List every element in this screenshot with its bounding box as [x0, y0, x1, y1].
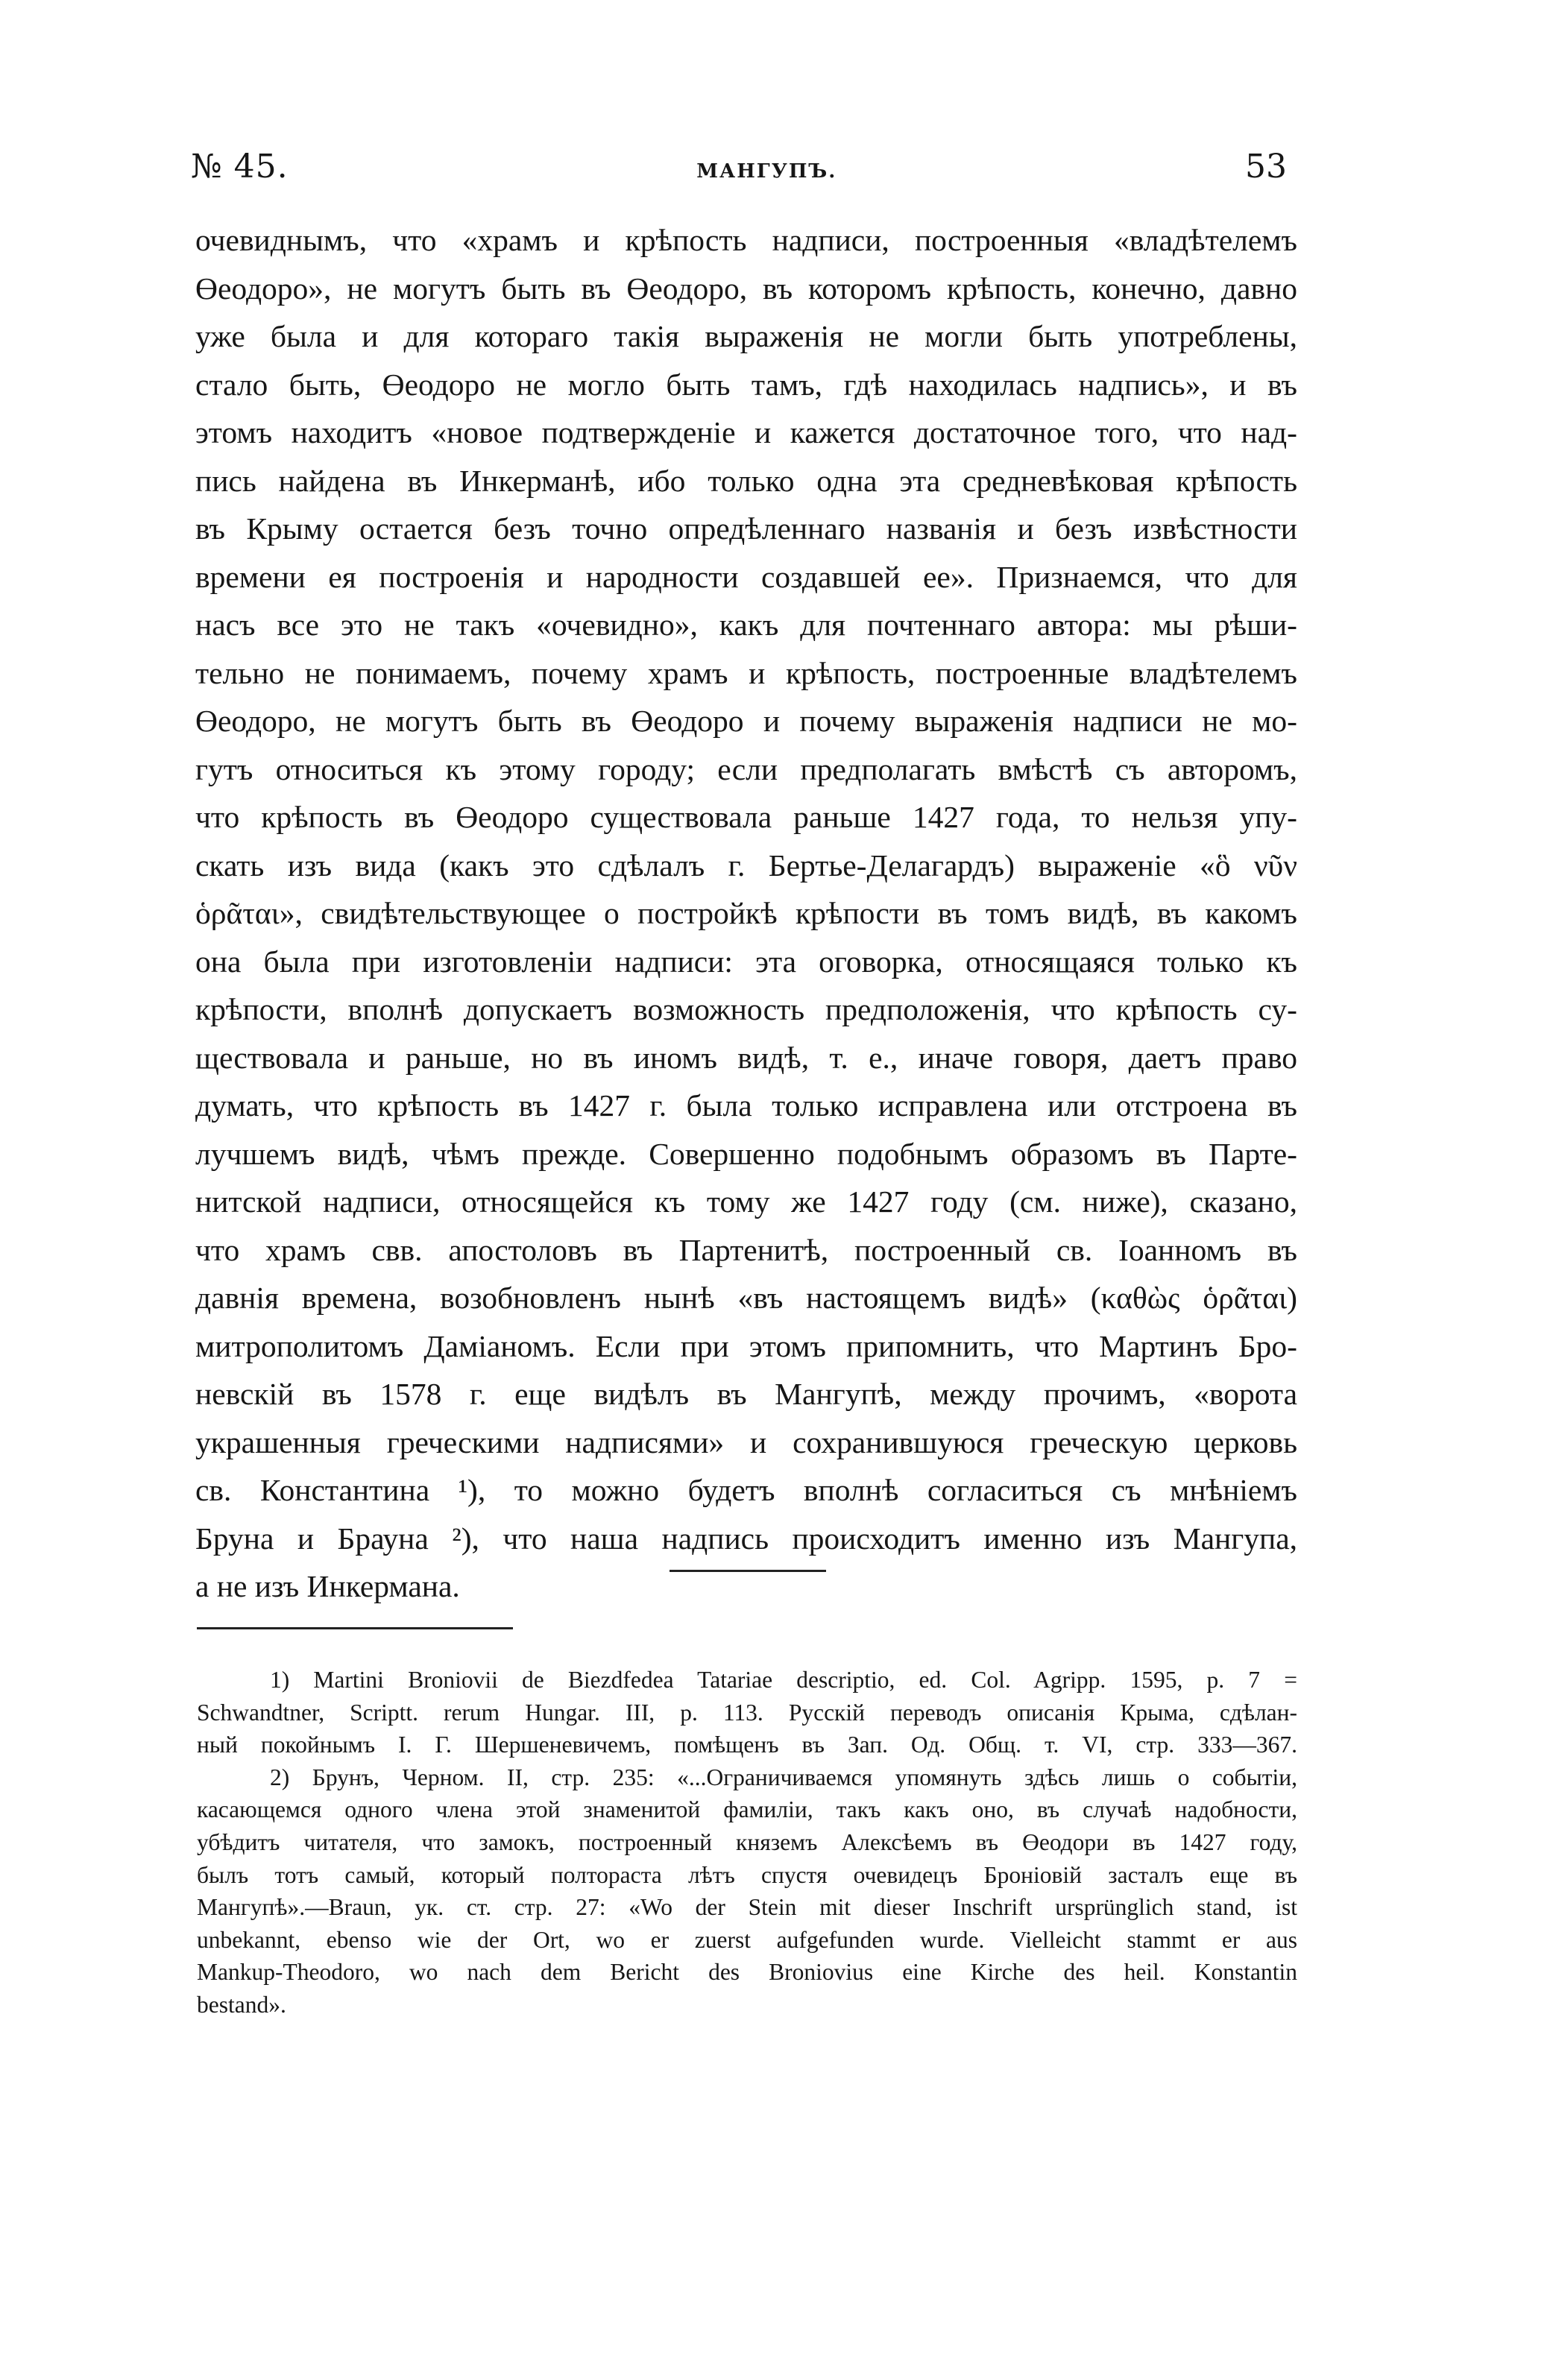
text-line: Өеодоро», не могутъ быть въ Өеодоро, въ которомъ крѣпость, конечно, давно	[195, 271, 1297, 306]
footnotes	[197, 1664, 1297, 2021]
entry-number: № 45.	[191, 148, 289, 186]
text-line: думать, что крѣпость въ 1427 г. была только исправлена или отстроена въ	[195, 1088, 1297, 1123]
footnote-line: Мангупѣ».—Braun, ук. ст. стр. 27: «Wo der Stein mit dieser Inschrift ursprünglich stand, ist	[197, 1894, 1297, 1921]
text-line: Өеодоро, не могутъ быть въ Өеодоро и почему выраженія надписи не мо-	[195, 704, 1297, 738]
running-header	[191, 148, 1287, 192]
text-line: этомъ находитъ «новое подтвержденіе и кажется достаточное того, что над-	[195, 415, 1297, 449]
text-line: а не изъ Инкермана.	[195, 1569, 460, 1603]
text-line: нитской надписи, относящейся къ тому же 1427 году (см. ниже), сказано,	[195, 1184, 1297, 1219]
footnote-line: убѣдитъ читателя, что замокъ, построенный княземъ Алексѣемъ въ Өеодори въ 1427 году,	[197, 1828, 1297, 1855]
text-line: ὁρᾶται», свидѣтельствующее о постройкѣ крѣпости въ томъ видѣ, въ какомъ	[195, 896, 1297, 930]
footnote-line: bestand».	[197, 1991, 286, 2018]
footnote-line: касающемся одного члена этой знаменитой фамиліи, такъ какъ оно, въ случаѣ надобности,	[197, 1796, 1297, 1823]
footnote-line: 1) Martini Broniovii de Biezdfedea Tatariae descriptio, ed. Col. Agripp. 1595, p. 7 =	[270, 1667, 1297, 1693]
text-line: крѣпости, вполнѣ допускаетъ возможность предположенія, что крѣпость су-	[195, 992, 1297, 1026]
footnote-line: 2) Брунъ, Черном. II, стр. 235: «...Ограничиваемся упомянуть здѣсь лишь о событіи,	[270, 1764, 1297, 1790]
text-line: что храмъ свв. апостоловъ въ Партенитѣ, построенный св. Іоанномъ въ	[195, 1232, 1297, 1267]
footnote-separator	[197, 1627, 513, 1629]
footnote-line: былъ тотъ самый, который полтораста лѣтъ спустя очевидецъ Броніовій засталъ еще въ	[197, 1861, 1297, 1888]
text-line: пись найдена въ Инкерманѣ, ибо только одна эта средневѣковая крѣпость	[195, 463, 1297, 498]
text-line: украшенныя греческими надписями» и сохранившуюся греческую церковь	[195, 1424, 1297, 1459]
text-line: стало быть, Өеодоро не могло быть тамъ, гдѣ находилась надпись», и въ	[195, 367, 1297, 402]
text-line: невскій въ 1578 г. еще видѣлъ въ Мангупѣ, между прочимъ, «ворота	[195, 1377, 1297, 1411]
text-line: гутъ относиться къ этому городу; если предполагать вмѣстѣ съ авторомъ,	[195, 751, 1297, 786]
running-title: МАНГУПЪ.	[696, 160, 837, 183]
text-line: уже была и для котораго такія выраженія не могли быть употреблены,	[195, 319, 1297, 353]
text-line: скать изъ вида (какъ это сдѣлалъ г. Бертье-Делагардъ) выраженіе «ὃ νῦν	[195, 847, 1297, 883]
footnote-line: Schwandtner, Scriptt. rerum Hungar. III, p. 113. Русскій переводъ описанія Крыма, сдѣлан-	[197, 1699, 1297, 1726]
text-line: она была при изготовленіи надписи: эта оговорка, относящаяся только къ	[195, 944, 1297, 979]
footnote-line: Mankup-Theodoro, wo nach dem Bericht des Broniovius eine Kirche des heil. Konstantin	[197, 1959, 1297, 1986]
main-text	[195, 216, 1297, 1611]
text-line: ществовала и раньше, но въ иномъ видѣ, т. е., иначе говоря, даетъ право	[195, 1040, 1297, 1075]
section-end-rule	[670, 1570, 826, 1572]
text-line: св. Константина ¹), то можно будетъ вполнѣ согласиться съ мнѣніемъ	[195, 1473, 1297, 1507]
footnote-line: unbekannt, ebenso wie der Ort, wo er zuerst aufgefunden wurde. Vielleicht stammt er aus	[197, 1926, 1297, 1953]
text-line: давнія времена, возобновленъ нынѣ «въ настоящемъ видѣ» (καθὼς ὁρᾶται)	[195, 1281, 1297, 1315]
text-line: лучшемъ видѣ, чѣмъ прежде. Совершенно подобнымъ образомъ въ Парте-	[195, 1136, 1297, 1171]
text-line: очевиднымъ, что «храмъ и крѣпость надписи, построенныя «владѣтелемъ	[195, 223, 1297, 257]
page-number: 53	[1245, 148, 1287, 186]
text-line: что крѣпость въ Өеодоро существовала раньше 1427 года, то нельзя упу-	[195, 800, 1297, 834]
text-line: въ Крыму остается безъ точно опредѣленнаго названія и безъ извѣстности	[195, 511, 1297, 546]
text-line: времени ея построенія и народности создавшей ее». Признаемся, что для	[195, 559, 1297, 594]
text-line: тельно не понимаемъ, почему храмъ и крѣпость, построенные владѣтелемъ	[195, 655, 1297, 690]
text-line: насъ все это не такъ «очевидно», какъ для почтеннаго автора: мы рѣши-	[195, 607, 1297, 642]
footnote-line: ный покойнымъ І. Г. Шершеневичемъ, помѣщенъ въ Зап. Од. Общ. т. VI, стр. 333—367.	[197, 1732, 1297, 1758]
text-line: Бруна и Брауна ²), что наша надпись происходитъ именно изъ Мангупа,	[195, 1521, 1297, 1556]
text-line: митрополитомъ Даміаномъ. Если при этомъ припомнить, что Мартинъ Бро-	[195, 1328, 1297, 1363]
